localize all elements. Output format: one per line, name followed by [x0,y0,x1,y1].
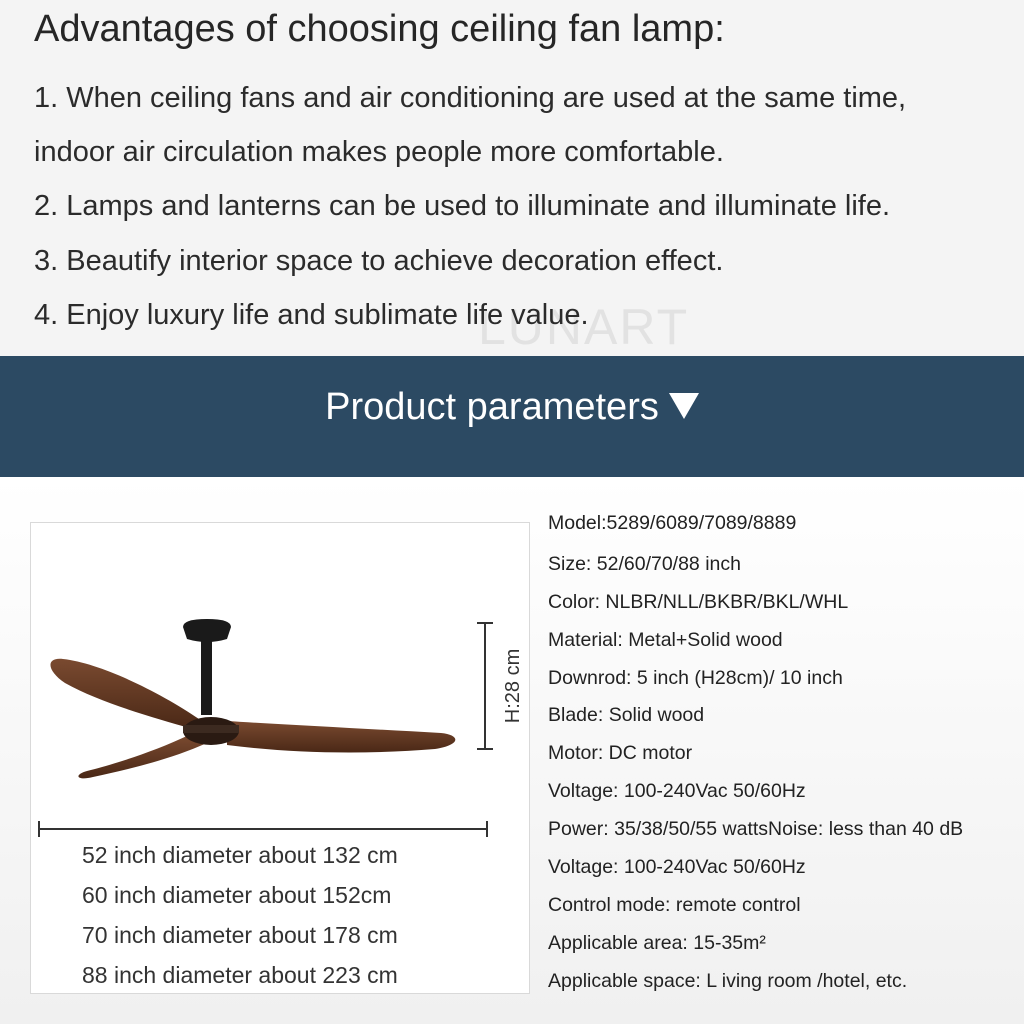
advantage-line: 1. When ceiling fans and air conditioning are used at the same time, [34,82,907,114]
spec-material: Material: Metal+Solid wood [548,629,783,651]
spec-color: Color: NLBR/NLL/BKBR/BKL/WHL [548,591,849,613]
spec-control-mode: Control mode: remote control [548,894,801,916]
down-triangle-icon [669,393,699,419]
spec-power: Power: 35/38/50/55 wattsNoise: less than 40 dB [548,818,964,840]
spec-blade: Blade: Solid wood [548,704,705,726]
spec-voltage-2: Voltage: 100-240Vac 50/60Hz [548,856,806,878]
spec-downrod: Downrod: 5 inch (H28cm)/ 10 inch [548,667,843,689]
spec-applicable-area: Applicable area: 15-35m² [548,932,766,954]
spec-model: Model:5289/6089/7089/8889 [548,512,797,534]
fan-downrod [201,639,212,715]
fan-motor-band [183,725,239,733]
spec-motor: Motor: DC motor [548,742,693,764]
spec-voltage: Voltage: 100-240Vac 50/60Hz [548,780,806,802]
fan-blade-right [227,721,455,752]
fan-blade-bottom [78,735,207,778]
spec-size: Size: 52/60/70/88 inch [548,553,741,575]
product-parameters-banner [0,356,1024,477]
fan-blade-left [50,659,199,729]
diameter-line: 70 inch diameter about 178 cm [82,922,398,948]
advantage-line: 2. Lamps and lanterns can be used to illuminate and illuminate life. [34,190,891,222]
diameter-line: 60 inch diameter about 152cm [82,882,392,908]
advantage-line: 3. Beautify interior space to achieve decoration effect. [34,245,724,277]
banner-heading [0,386,1024,429]
banner-title: Product parameters [325,386,659,428]
diameter-line: 52 inch diameter about 132 cm [82,842,398,868]
advantages-title: Advantages of choosing ceiling fan lamp: [34,8,725,50]
spec-applicable-space: Applicable space: L iving room /hotel, etc. [548,970,908,992]
height-label: H:28 cm [502,648,524,724]
advantage-line: 4. Enjoy luxury life and sublimate life value. [34,299,589,331]
watermark: LUNART [478,299,690,355]
advantage-line: indoor air circulation makes people more comfortable. [34,136,724,168]
diameter-line: 88 inch diameter about 223 cm [82,962,398,988]
advantages-section [0,0,1024,356]
fan-canopy [183,619,231,642]
